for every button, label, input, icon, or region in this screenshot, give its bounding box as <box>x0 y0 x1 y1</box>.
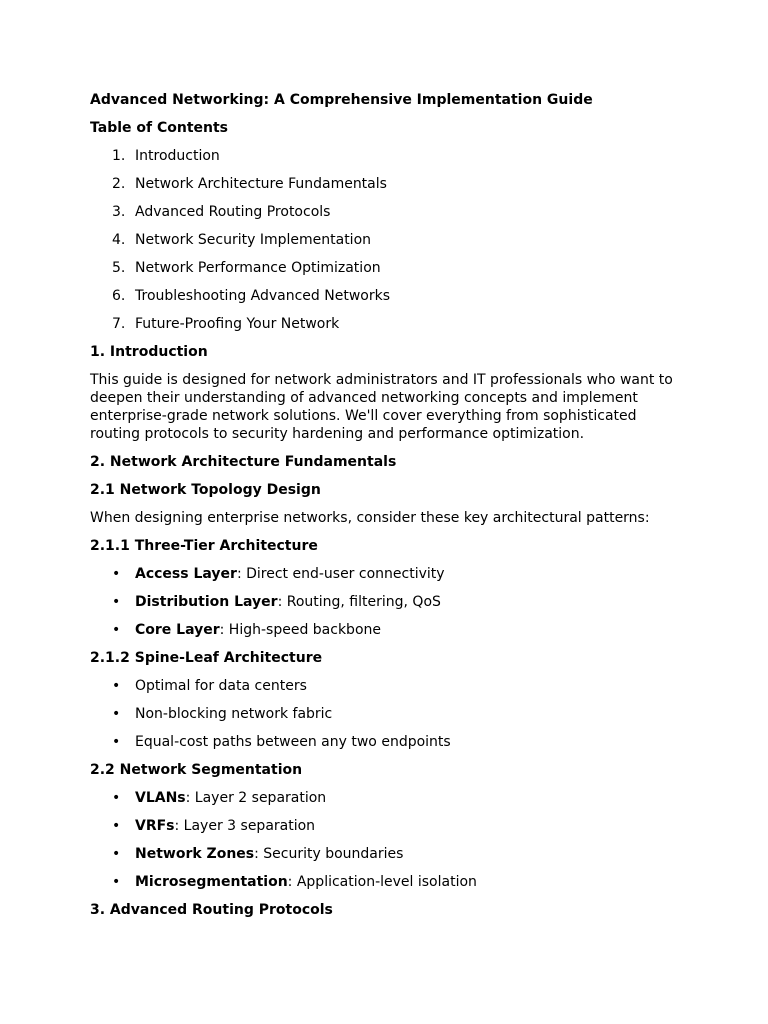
description: : Direct end-user connectivity <box>236 566 445 582</box>
subsection-heading-spine-leaf: 2.1.2 Spine-Leaf Architecture <box>90 650 323 666</box>
toc-number: 3. <box>112 204 126 220</box>
toc-item <box>90 231 678 249</box>
toc-label: Troubleshooting Advanced Networks <box>135 288 391 304</box>
list-item <box>90 565 678 583</box>
toc-item <box>90 175 678 193</box>
list-item <box>90 873 678 891</box>
toc-item <box>90 147 678 165</box>
bullet-icon: • <box>112 734 121 750</box>
list-item <box>90 677 678 695</box>
description: : Layer 2 separation <box>185 790 327 806</box>
toc-number: 5. <box>112 260 126 276</box>
subsection-heading-segmentation: 2.2 Network Segmentation <box>90 762 303 778</box>
topology-paragraph: When designing enterprise networks, consider these key architectural patterns: <box>90 510 650 526</box>
toc-item <box>90 259 678 277</box>
bullet-icon: • <box>112 594 121 610</box>
toc-number: 7. <box>112 316 126 332</box>
document-title: Advanced Networking: A Comprehensive Implementation Guide <box>90 92 593 108</box>
bullet-icon: • <box>112 790 121 806</box>
toc-label: Introduction <box>135 148 220 164</box>
description: : Application-level isolation <box>287 874 477 890</box>
toc-number: 2. <box>112 176 126 192</box>
section-heading-routing: 3. Advanced Routing Protocols <box>90 902 333 918</box>
description: : High-speed backbone <box>219 622 381 638</box>
description: : Security boundaries <box>254 846 404 862</box>
toc-label: Network Performance Optimization <box>135 260 381 276</box>
term: VRFs <box>135 818 175 834</box>
term: VLANs <box>135 790 186 806</box>
section-heading-architecture: 2. Network Architecture Fundamentals <box>90 454 397 470</box>
bullet-icon: • <box>112 678 121 694</box>
list-item-text: Non-blocking network fabric <box>135 706 333 722</box>
term: Core Layer <box>135 622 220 638</box>
toc-item <box>90 287 678 305</box>
subsection-heading-topology: 2.1 Network Topology Design <box>90 482 321 498</box>
bullet-icon: • <box>112 846 121 862</box>
list-item <box>90 593 678 611</box>
list-item <box>90 733 678 751</box>
bullet-icon: • <box>112 706 121 722</box>
segmentation-list <box>90 789 678 891</box>
bullet-icon: • <box>112 566 121 582</box>
section-heading-introduction: 1. Introduction <box>90 344 208 360</box>
bullet-icon: • <box>112 874 121 890</box>
toc-number: 4. <box>112 232 126 248</box>
term: Network Zones <box>135 846 255 862</box>
bullet-icon: • <box>112 818 121 834</box>
list-item <box>90 621 678 639</box>
list-item-text: Equal-cost paths between any two endpoints <box>135 734 451 750</box>
table-of-contents <box>90 147 678 333</box>
list-item-text: Optimal for data centers <box>135 678 307 694</box>
term: Microsegmentation <box>135 874 288 890</box>
list-item <box>90 817 678 835</box>
list-item <box>90 789 678 807</box>
toc-label: Network Architecture Fundamentals <box>135 176 387 192</box>
toc-number: 1. <box>112 148 126 164</box>
list-item <box>90 705 678 723</box>
toc-heading: Table of Contents <box>90 120 229 136</box>
term: Distribution Layer <box>135 594 278 610</box>
three-tier-list <box>90 565 678 639</box>
bullet-icon: • <box>112 622 121 638</box>
toc-number: 6. <box>112 288 126 304</box>
toc-label: Network Security Implementation <box>135 232 372 248</box>
subsection-heading-three-tier: 2.1.1 Three-Tier Architecture <box>90 538 318 554</box>
description: : Layer 3 separation <box>174 818 316 834</box>
toc-label: Advanced Routing Protocols <box>135 204 331 220</box>
list-item <box>90 845 678 863</box>
toc-item <box>90 315 678 333</box>
spine-leaf-list <box>90 677 678 751</box>
term: Access Layer <box>135 566 237 582</box>
toc-item <box>90 203 678 221</box>
toc-label: Future-Proofing Your Network <box>135 316 340 332</box>
introduction-paragraph: This guide is designed for network administrators and IT professionals who want to deepen their understanding of advanced networking concepts and implement enterprise-grade network solutions. We'll cover everything from sophisticated routing protocols to security hardening and performance optimization. <box>90 372 673 442</box>
description: : Routing, filtering, QoS <box>277 594 441 610</box>
